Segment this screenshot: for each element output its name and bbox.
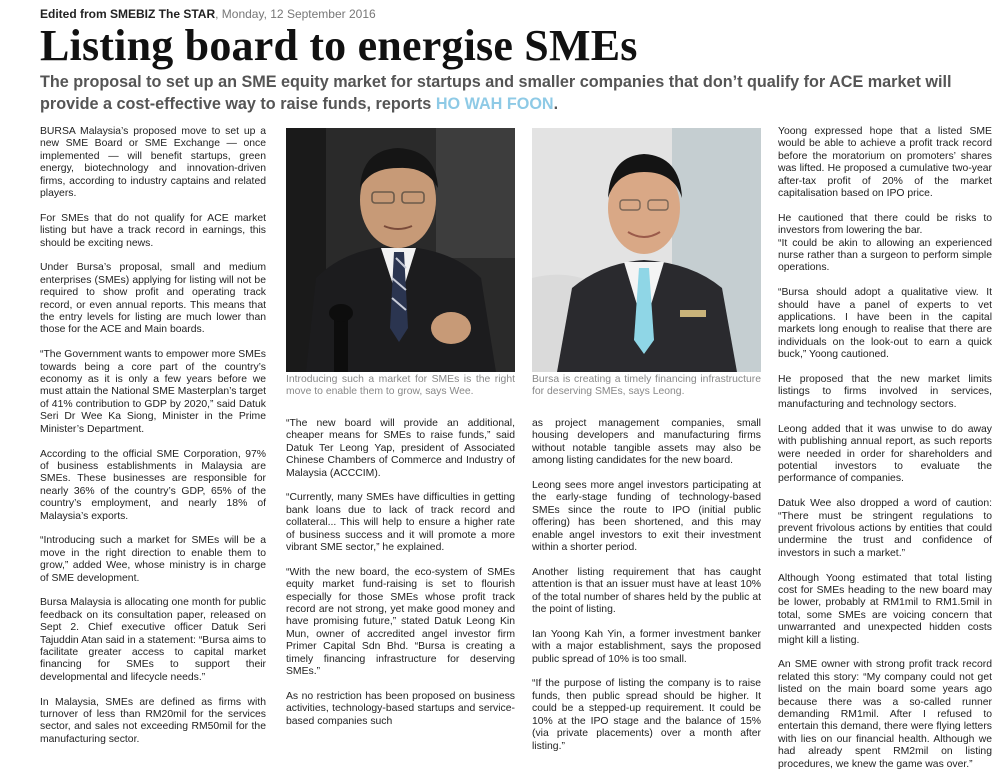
paragraph: Datuk Wee also dropped a word of caution: “There must be stringent regulations to prevent frivolous actions by entities that could undermine the trust and confidence of investors in such a market.” xyxy=(778,498,992,559)
paragraph: For SMEs that do not qualify for ACE market listing but have a track record in earnings, this should be exciting news. xyxy=(40,212,266,249)
article-kicker xyxy=(40,7,376,21)
paragraph: BURSA Malaysia’s proposed move to set up a new SME Board or SME Exchange — once implemented — will benefit startups, green energy, biotechnology and innovation-driven firms, according to industry captains and related players. xyxy=(40,126,266,200)
paragraph: “Introducing such a market for SMEs will be a move in the right direction to enable them to grow,” added Wee, whose ministry is in charge of SME development. xyxy=(40,535,266,584)
source-label: Edited from SMEBIZ The STAR xyxy=(40,7,216,21)
paragraph: “With the new board, the eco-system of SMEs equity market fund-raising is set to flourish especially for those SMEs whose profit track record are not strong, yet make good money and have promising future,” stated Datuk Leong Kin Mun, owner of accredited angel investor firm Primer Capital Sdn Bhd. “Bursa is creating a timely financing infrastructure for deserving SMEs.” xyxy=(286,566,515,678)
photo-caption: Bursa is creating a timely financing infrastructure for deserving SMEs, says Leong. xyxy=(532,374,761,398)
paragraph: “The new board will provide an additional, cheaper means for SMEs to raise funds,” said Datuk Ter Leong Yap, president of Associated Chinese Chambers of Commerce and Industry of Malaysia (ACCCIM). xyxy=(286,418,515,479)
paragraph: Bursa Malaysia is allocating one month for public feedback on its consultation paper, released on Sept 2. Chief executive officer Datuk Seri Tajuddin Atan said in a statement: “Bursa aims to facilitate greater access to capital market financing for SMEs to support their developmental and lifecycle needs.” xyxy=(40,597,266,683)
paragraph: In Malaysia, SMEs are defined as firms with turnover of less than RM20mil for the services sector, and sales not exceeding RM50mil for the manufacturing sector. xyxy=(40,696,266,745)
paragraph: An SME owner with strong profit track record related this story: “My company could not get listed on the main board some years ago because there was a so-called runner demanding RM1mil. After I refused to entertain this demand, there were flying letters with lies on our financial health. Although we had already spent RM2mil on listing procedures, we knew the game was over.” xyxy=(778,659,992,770)
portrait-illustration xyxy=(532,128,761,372)
paragraph: “Currently, many SMEs have difficulties in getting bank loans due to lack of track record and collateral... This will help to ensure a higher rate of business success and it will promote a more vibrant SME sector,” he explained. xyxy=(286,492,515,554)
paragraph: He cautioned that there could be risks to investors from lowering the bar. “It could be akin to allowing an experienced nurse rather than a surgeon to perform simple operations. xyxy=(778,212,992,274)
paragraph: According to the official SME Corporation, 97% of business establishments in Malaysia are SMEs. These businesses are responsible for nearly 36% of the country’s GDP, 65% of the country’s employment, and nearly 18% of Malaysia’s exports. xyxy=(40,448,266,522)
paragraph: Leong sees more angel investors participating at the early-stage funding of technology-based SMEs since the route to IPO (initial public offering) has been shortened, and this may enable angel investors to exit their investment within a shorter period. xyxy=(532,480,761,554)
standfirst xyxy=(40,71,980,115)
author-byline: HO WAH FOON xyxy=(435,95,554,113)
paragraph: “Bursa should adopt a qualitative view. It should have a panel of experts to vet applications. I have been in the capital markets long enough to realise that there are individuals on the look-out to earn a quick buck,” Yoong cautioned. xyxy=(778,287,992,361)
paragraph: Yoong expressed hope that a listed SME would be able to achieve a profit track record before the moratorium on promoters’ shares was lifted. He proposed a cumulative two-year after-tax profit of 20% of the market capitalisation based on IPO price. xyxy=(778,126,992,200)
date-label: , Monday, 12 September 2016 xyxy=(215,7,376,21)
paragraph: Ian Yoong Kah Yin, a former investment banker with a major establishment, says the proposed public spread of 10% is too small. xyxy=(532,628,761,665)
standfirst-text: The proposal to set up an SME equity market for startups and smaller companies that don’t qualify for ACE market will provide a cost-effective way to raise funds, reports xyxy=(40,73,952,113)
column-2 xyxy=(286,418,515,741)
paragraph: Under Bursa’s proposal, small and medium enterprises (SMEs) applying for listing will not be required to show profit and operating track record, or even annual reports. This means that the entry levels for listing are much lower than those for the ACE and Main boards. xyxy=(40,262,266,336)
photo-leong xyxy=(532,128,761,372)
column-3 xyxy=(532,418,761,765)
standfirst-end: . xyxy=(553,95,559,113)
paragraph: “If the purpose of listing the company is to raise funds, then public spread should be higher. It could be a stepped-up requirement. It could be 10% at the IPO stage and the balance of 15% (via private placements) over a month after listing.” xyxy=(532,678,761,752)
column-1 xyxy=(40,126,266,759)
column-4 xyxy=(778,126,992,783)
paragraph: Although Yoong estimated that total listing cost for SMEs heading to the new board may be lower, probably at RM1mil to RM1.5mil in total, some SMEs are voicing concern that unwarranted and unexpected hidden costs might kill a listing. xyxy=(778,572,992,646)
paragraph: Leong added that it was unwise to do away with publishing annual report, as such reports were needed in order for shareholders and potential investors to evaluate the performance of companies. xyxy=(778,423,992,485)
paragraph: as project management companies, small housing developers and manufacturing firms without notable tangible assets may also be among listing candidates for the new board. xyxy=(532,418,761,467)
paragraph: Another listing requirement that has caught attention is that an issuer must have at least 10% of the total number of shares held by the public at the point of listing. xyxy=(532,566,761,616)
headline: Listing board to energise SMEs xyxy=(40,21,638,70)
portrait-illustration xyxy=(286,128,515,372)
paragraph: As no restriction has been proposed on business activities, technology-based startups and service-based companies such xyxy=(286,690,515,727)
photo-caption: Introducing such a market for SMEs is the right move to enable them to grow, says Wee. xyxy=(286,374,515,398)
photo-wee xyxy=(286,128,515,372)
paragraph: “The Government wants to empower more SMEs towards being a core part of the country’s economy as it is only a few years before we must attain the National SME Masterplan’s target of 41% contribution to GDP by 2020,” said Datuk Seri Dr Wee Ka Siong, Minister in the Prime Minister’s Department. xyxy=(40,349,266,435)
paragraph: He proposed that the new market limits listings to firms involved in services, manufacturing and technology sectors. xyxy=(778,374,992,410)
